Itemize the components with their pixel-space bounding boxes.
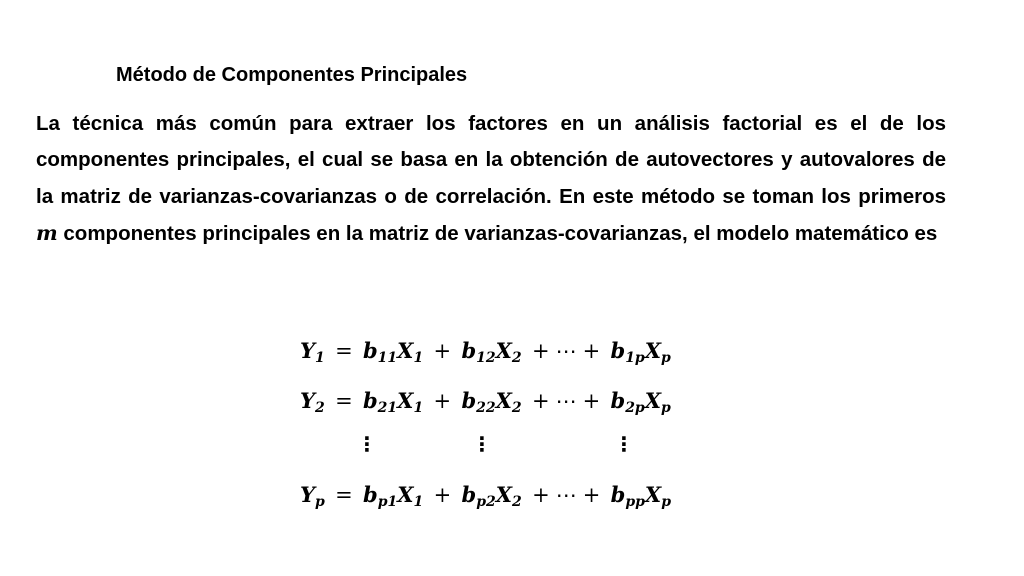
equation-term: p <box>661 350 671 366</box>
equation-row-3 <box>300 482 671 510</box>
equation-row-1 <box>300 338 671 366</box>
equation-term: X <box>644 482 662 507</box>
equation-term: b <box>461 388 477 413</box>
equation-term: p <box>661 400 671 416</box>
equation-term: X <box>495 388 512 413</box>
equation-row-2 <box>300 388 671 416</box>
variable-m: m <box>36 221 58 246</box>
equation-term: p <box>661 494 671 510</box>
equation-term: X <box>397 388 414 413</box>
equation-term: p <box>315 494 325 510</box>
equation-term: 21 <box>377 400 398 416</box>
equation-term: ⋯ <box>555 339 577 363</box>
equation-term: 2 <box>315 400 325 416</box>
equation-term: + <box>582 339 601 363</box>
equation-term: + <box>582 389 601 413</box>
equation-term: + <box>433 389 452 413</box>
equation-term: ⋯ <box>555 389 577 413</box>
equation-term: b <box>363 482 378 507</box>
equation-term: ⋯ <box>555 483 577 507</box>
equation-term: p1 <box>377 494 398 510</box>
equation-term: 1 <box>413 350 424 366</box>
equation-term: = <box>335 339 353 363</box>
equation-term: 2 <box>511 350 522 366</box>
equation-term: b <box>362 338 378 363</box>
vdots-3: ⋮ <box>614 432 634 456</box>
equation-term: + <box>433 339 452 363</box>
equation-term: Y <box>300 388 315 413</box>
equation-term: = <box>335 389 353 413</box>
equation-term: = <box>335 483 353 507</box>
equation-term: 1 <box>315 350 325 366</box>
equation-term: 22 <box>476 400 496 416</box>
equation-term: b <box>461 482 477 507</box>
equation-term: 12 <box>476 350 496 366</box>
equation-term: b <box>461 338 477 363</box>
vdots-2: ⋮ <box>472 432 492 456</box>
section-title: Método de Componentes Principales <box>116 64 468 86</box>
equation-term: X <box>495 338 512 363</box>
equation-term: + <box>531 389 550 413</box>
equation-term: p2 <box>476 494 496 510</box>
equation-term: 2 <box>512 494 522 510</box>
equation-term: + <box>532 483 550 507</box>
vdots-1: ⋮ <box>357 432 377 456</box>
equation-term: 2p <box>625 400 645 416</box>
equation-term: b <box>610 388 626 413</box>
equation-term: + <box>531 339 550 363</box>
equation-term: b <box>610 338 626 363</box>
equation-term: + <box>433 483 452 507</box>
equation-term: X <box>397 482 414 507</box>
equation-term: 2 <box>511 400 522 416</box>
equation-term: 1p <box>625 350 645 366</box>
equation-term: X <box>644 338 662 363</box>
equation-term: Y <box>300 338 315 363</box>
equation-term: X <box>644 388 662 413</box>
equation-term: pp <box>625 494 645 510</box>
equation-term: 1 <box>413 400 424 416</box>
equation-term: X <box>397 338 414 363</box>
equation-term: b <box>362 388 378 413</box>
equation-term: Y <box>300 482 315 507</box>
equation-term: b <box>610 482 626 507</box>
paragraph-text-1: La técnica más común para extraer los factores en un análisis factorial es el de los componentes principales, el cual se basa en la obtención de autovectores y autovalores de la matriz de varianzas-covarianzas o de correlación. En este método se toman los primeros <box>36 112 946 208</box>
equation-term: + <box>582 483 601 507</box>
equation-term: 11 <box>377 350 398 366</box>
equation-term: X <box>495 482 513 507</box>
paragraph-text-2: componentes principales en la matriz de varianzas-covarianzas, el modelo matemático es <box>57 222 938 246</box>
equation-term: 1 <box>413 494 424 510</box>
